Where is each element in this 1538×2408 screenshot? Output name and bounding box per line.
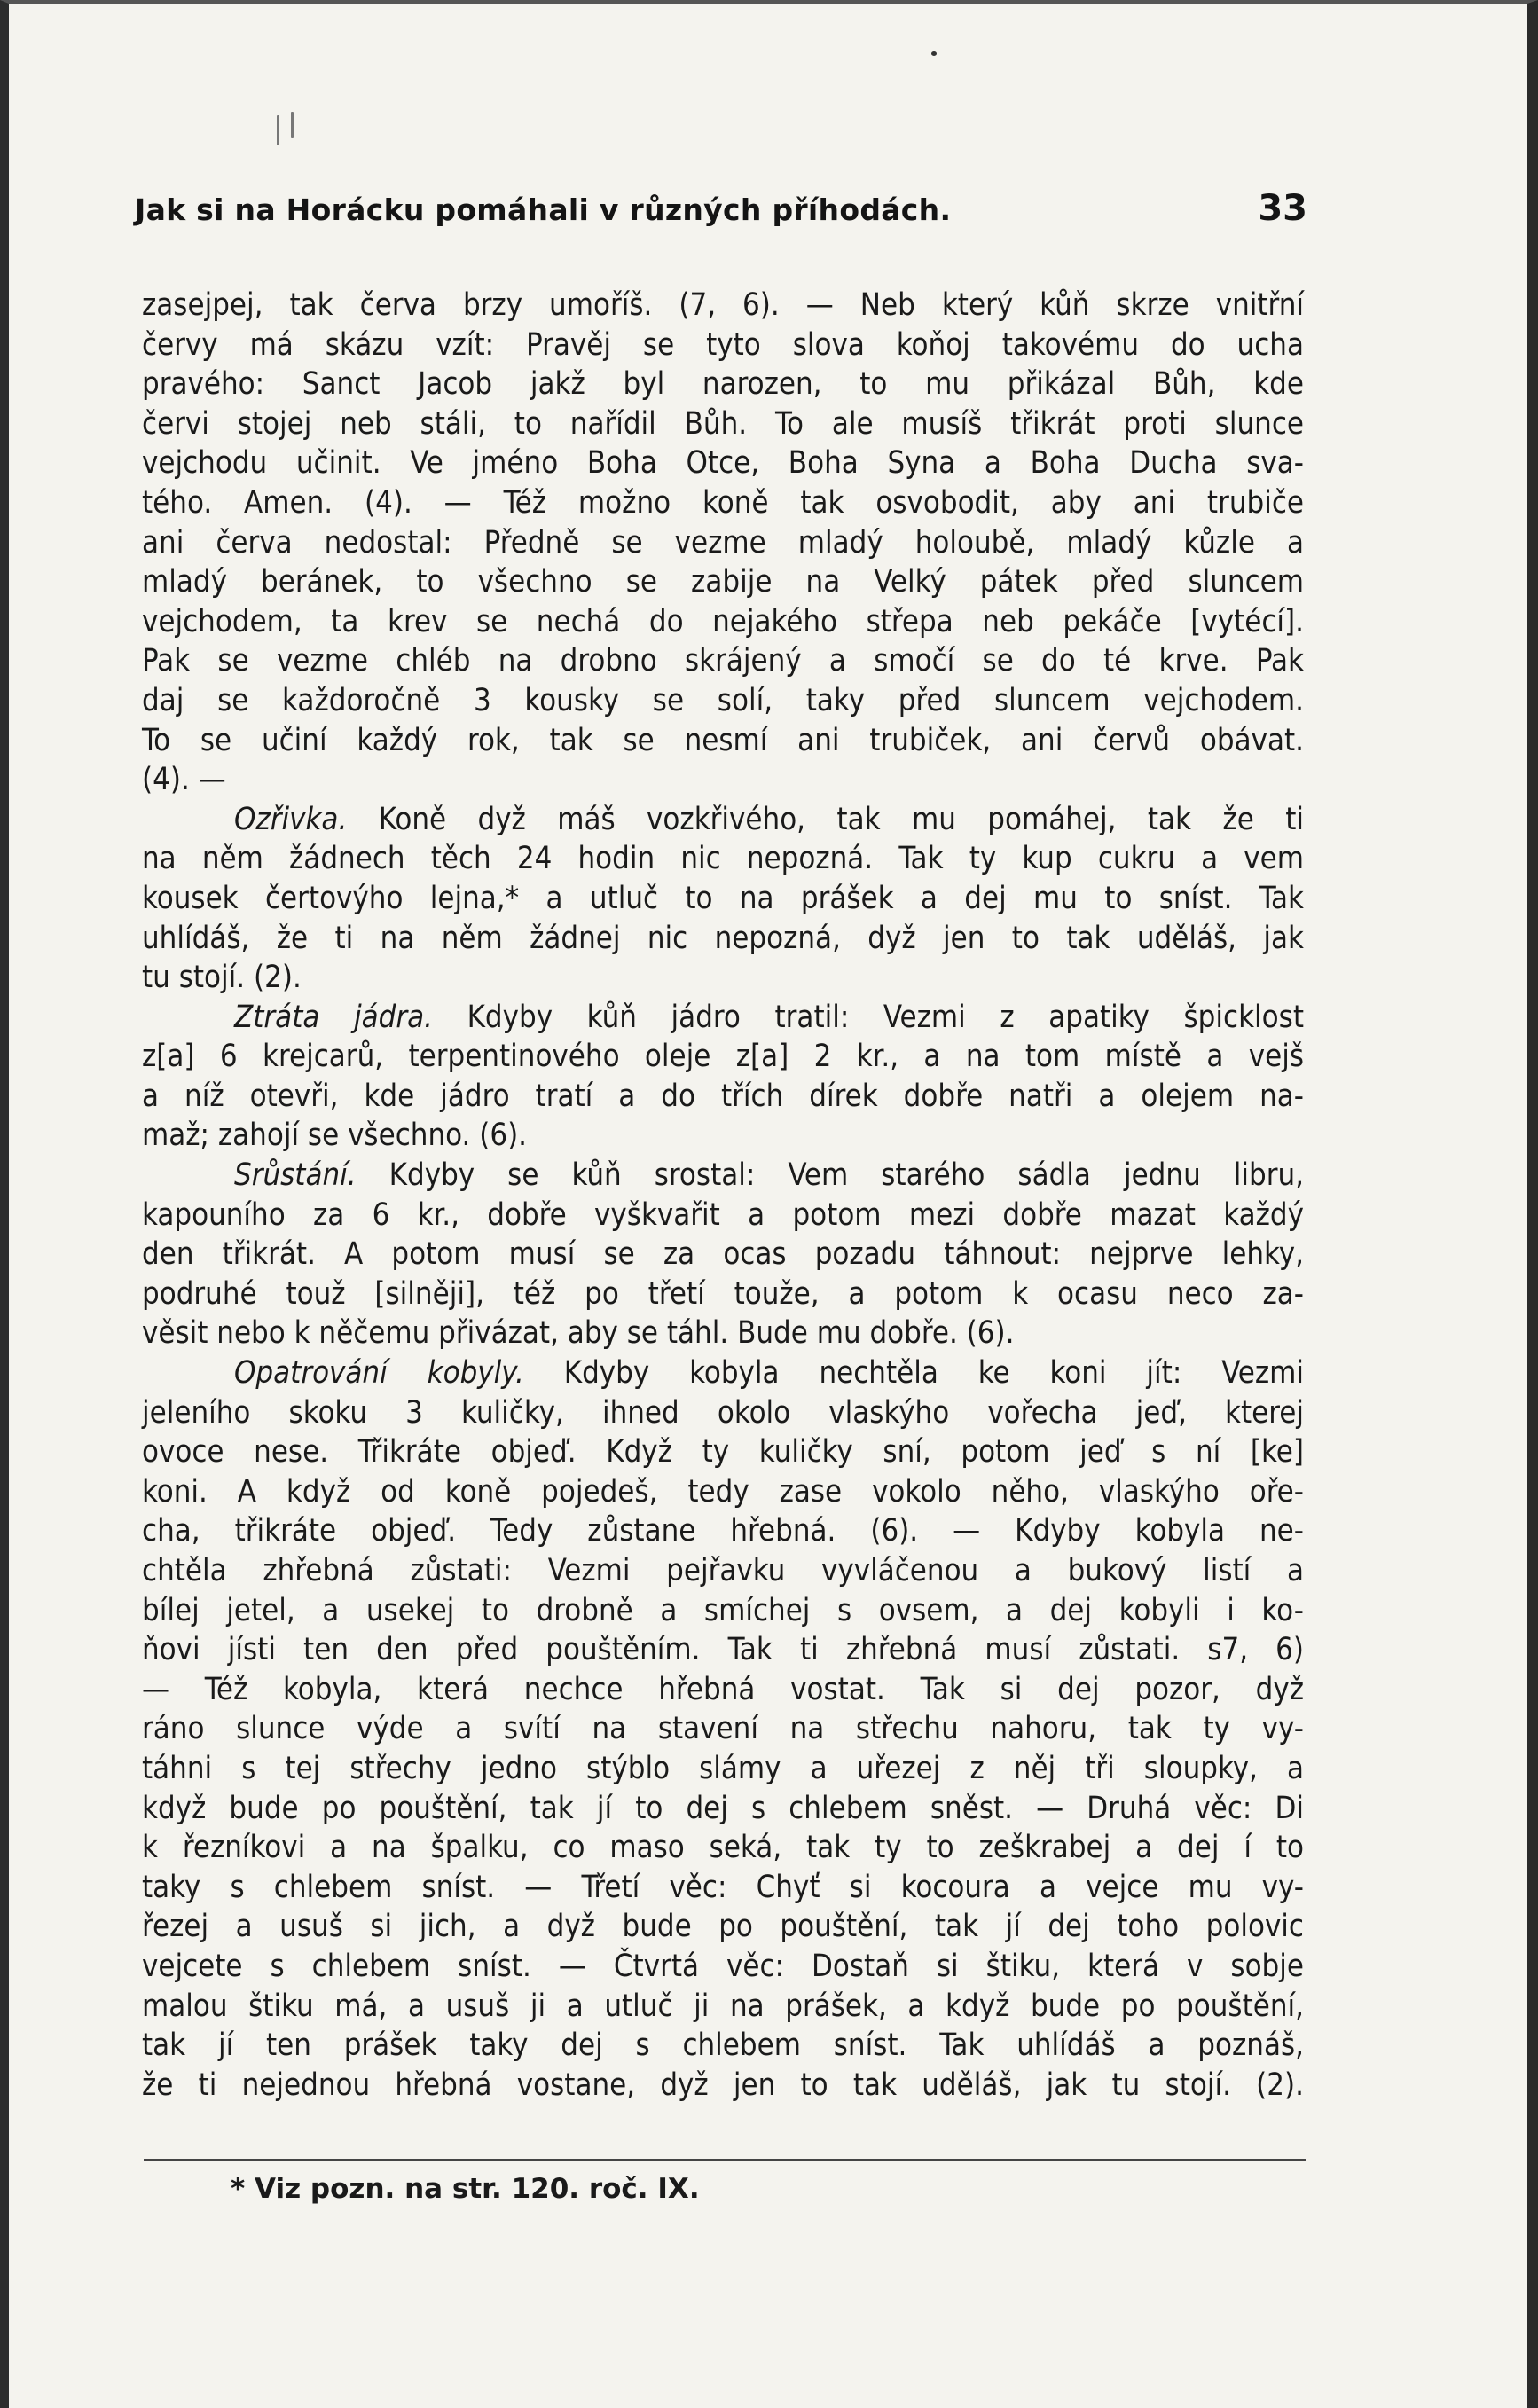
- text-line: maž; zahojí se všechno. (6).: [142, 1118, 528, 1154]
- entry-first-line: [142, 998, 1304, 1038]
- text-line: táhni s tej střechy jedno stýblo slámy a uřezej z něj tři sloupky, a: [142, 1750, 1304, 1786]
- text-line: ovoce nese. Třikráte objeď. Když ty kuličky sní, potom jeď s ní [ke]: [142, 1434, 1304, 1471]
- entry-text: Kdyby kůň jádro tratil: Vezmi z apatiky špicklost: [432, 999, 1304, 1035]
- text-line: malou štiku má, a usuš ji a utluč ji na prášek, a když bude po pouštění,: [142, 1988, 1304, 2024]
- text-line: taky s chlebem sníst. — Třetí věc: Chyť si kocoura a vejce mu vy-: [142, 1869, 1304, 1905]
- text-line: kousek čertovýho lejna,* a utluč to na prášek a dej mu to sníst. Tak: [142, 880, 1304, 916]
- text-line: červy má skázu vzít: Pravěj se tyto slova koňoj takovému do ucha: [142, 326, 1304, 363]
- text-line: den třikrát. A potom musí se za ocas pozadu táhnout: nejprve lehky,: [142, 1236, 1304, 1273]
- ink-mark: [291, 112, 294, 138]
- text-line: zasejpej, tak červa brzy umoříš. (7, 6). — Neb který kůň skrze vnitřní: [142, 287, 1304, 323]
- text-line: kapouního za 6 kr., dobře vyškvařit a potom mezi dobře mazat každý: [142, 1196, 1304, 1233]
- entry-text: Kdyby se kůň srostal: Vem starého sádla jednu libru,: [356, 1157, 1304, 1194]
- text-line: pravého: Sanct Jacob jakž byl narozen, to mu přikázal Bůh, kde: [142, 366, 1304, 403]
- text-line: k řezníkovi a na špalku, co maso seká, tak ty to zeškrabej a dej í to: [142, 1830, 1304, 1866]
- text-line: vejchodu učinit. Ve jméno Boha Otce, Boha Syna a Boha Ducha sva-: [142, 445, 1304, 482]
- entry-first-line: [142, 800, 1304, 840]
- entry-first-line: [142, 1353, 1304, 1393]
- text-line: cha, třikráte objeď. Tedy zůstane hřebná. (6). — Kdyby kobyla ne-: [142, 1513, 1304, 1549]
- text-line: ani červa nedostal: Předně se vezme mladý holoubě, mladý kůzle a: [142, 524, 1304, 561]
- text-line: ráno slunce výde a svítí na stavení na střechu nahoru, tak ty vy-: [142, 1711, 1304, 1747]
- text-line: věsit nebo k něčemu přivázat, aby se táhl. Bude mu dobře. (6).: [142, 1315, 1015, 1352]
- text-line: když bude po pouštění, tak jí to dej s chlebem sněst. — Druhá věc: Di: [142, 1790, 1304, 1826]
- text-line: červi stojej neb stáli, to nařídil Bůh. To ale musíš třikrát proti slunce: [142, 405, 1304, 442]
- text-line: tu stojí. (2).: [142, 960, 302, 996]
- page-header: [135, 188, 1307, 229]
- text-line: řezej a usuš si jich, a dyž bude po pouštění, tak jí dej toho polovic: [142, 1909, 1304, 1945]
- text-line: koni. A když od koně pojedeš, tedy zase vokolo něho, vlaskýho oře-: [142, 1473, 1304, 1510]
- footnote: * Viz pozn. na str. 120. roč. IX.: [231, 2173, 700, 2205]
- footnote-divider: [144, 2159, 1306, 2161]
- text-line: tého. Amen. (4). — Též možno koně tak osvobodit, aby ani trubiče: [142, 484, 1304, 521]
- entry-text: Kdyby kobyla nechtěla ke koni jít: Vezmi: [523, 1355, 1304, 1392]
- text-line: z[a] 6 krejcarů, terpentinového oleje z[a] 2 kr., a na tom místě a vejš: [142, 1039, 1304, 1075]
- entry-srustani: [142, 1156, 1304, 1353]
- text-line: vejcete s chlebem sníst. — Čtvrtá věc: Dostaň si štiku, která v sobje: [142, 1948, 1304, 1984]
- text-line: To se učiní každý rok, tak se nesmí ani trubiček, ani červů obávat.: [142, 722, 1304, 758]
- text-line: a níž otevři, kde jádro tratí a do třích dírek dobře natři a olejem na-: [142, 1078, 1304, 1114]
- entry-text: Koně dyž máš vozkřivého, tak mu pomáhej, tak že ti: [347, 801, 1304, 837]
- text-line: chtěla zhřebná zůstati: Vezmi pejřavku vyvláčenou a bukový listí a: [142, 1553, 1304, 1588]
- entry-first-line: [142, 1156, 1304, 1196]
- text-line: uhlídáš, že ti na něm žádnej nic nepozná, dyž jen to tak uděláš, jak: [142, 920, 1304, 956]
- running-title: Jak si na Horácku pomáhali v různých příhodách.: [135, 192, 952, 227]
- entry-title: Ztráta jádra.: [234, 999, 433, 1035]
- text-line: bílej jetel, a usekej to drobně a smíchej s ovsem, a dej kobyli i ko-: [142, 1592, 1304, 1628]
- text-line: že ti nejednou hřebná vostane, dyž jen to tak uděláš, jak tu stojí. (2).: [142, 2067, 1304, 2103]
- text-line: jeleního skoku 3 kuličky, ihned okolo vlaskýho vořecha jeď, kterej: [142, 1394, 1304, 1431]
- text-line: podruhé touž [silněji], též po třetí touže, a potom k ocasu neco za-: [142, 1275, 1304, 1312]
- text-line: — Též kobyla, která nechce hřebná vostat. Tak si dej pozor, dyž: [142, 1671, 1304, 1707]
- paragraph-intro: [142, 286, 1304, 800]
- text-line: tak jí ten prášek taky dej s chlebem sníst. Tak uhlídáš a poznáš,: [142, 2028, 1304, 2064]
- entry-opatrovani-kobyly: [142, 1353, 1304, 2105]
- text-line: (4). —: [142, 762, 226, 798]
- page-number: 33: [1258, 188, 1307, 229]
- ink-speck: [931, 51, 937, 56]
- entry-title: Opatrování kobyly.: [234, 1355, 524, 1392]
- text-line: na něm žádnech těch 24 hodin nic nepozná. Tak ty kup cukru a vem: [142, 841, 1304, 877]
- entry-ozrivka: [142, 800, 1304, 998]
- text-line: Pak se vezme chléb na drobno skrájený a smočí se do té krve. Pak: [142, 643, 1304, 679]
- ink-mark: [277, 115, 279, 145]
- body-text: [142, 286, 1304, 2105]
- text-line: vejchodem, ta krev se nechá do nejakého střepa neb pekáče [vytécí].: [142, 603, 1304, 639]
- entry-ztrata-jadra: [142, 998, 1304, 1156]
- entry-title: Ozřivka.: [234, 801, 348, 837]
- entry-title: Srůstání.: [234, 1157, 357, 1194]
- text-line: daj se každoročně 3 kousky se solí, taky před sluncem vejchodem.: [142, 682, 1304, 718]
- text-line: ňovi jísti ten den před pouštěním. Tak ti zhřebná musí zůstati. s7, 6): [142, 1632, 1304, 1668]
- text-line: mladý beránek, to všechno se zabije na Velký pátek před sluncem: [142, 564, 1304, 600]
